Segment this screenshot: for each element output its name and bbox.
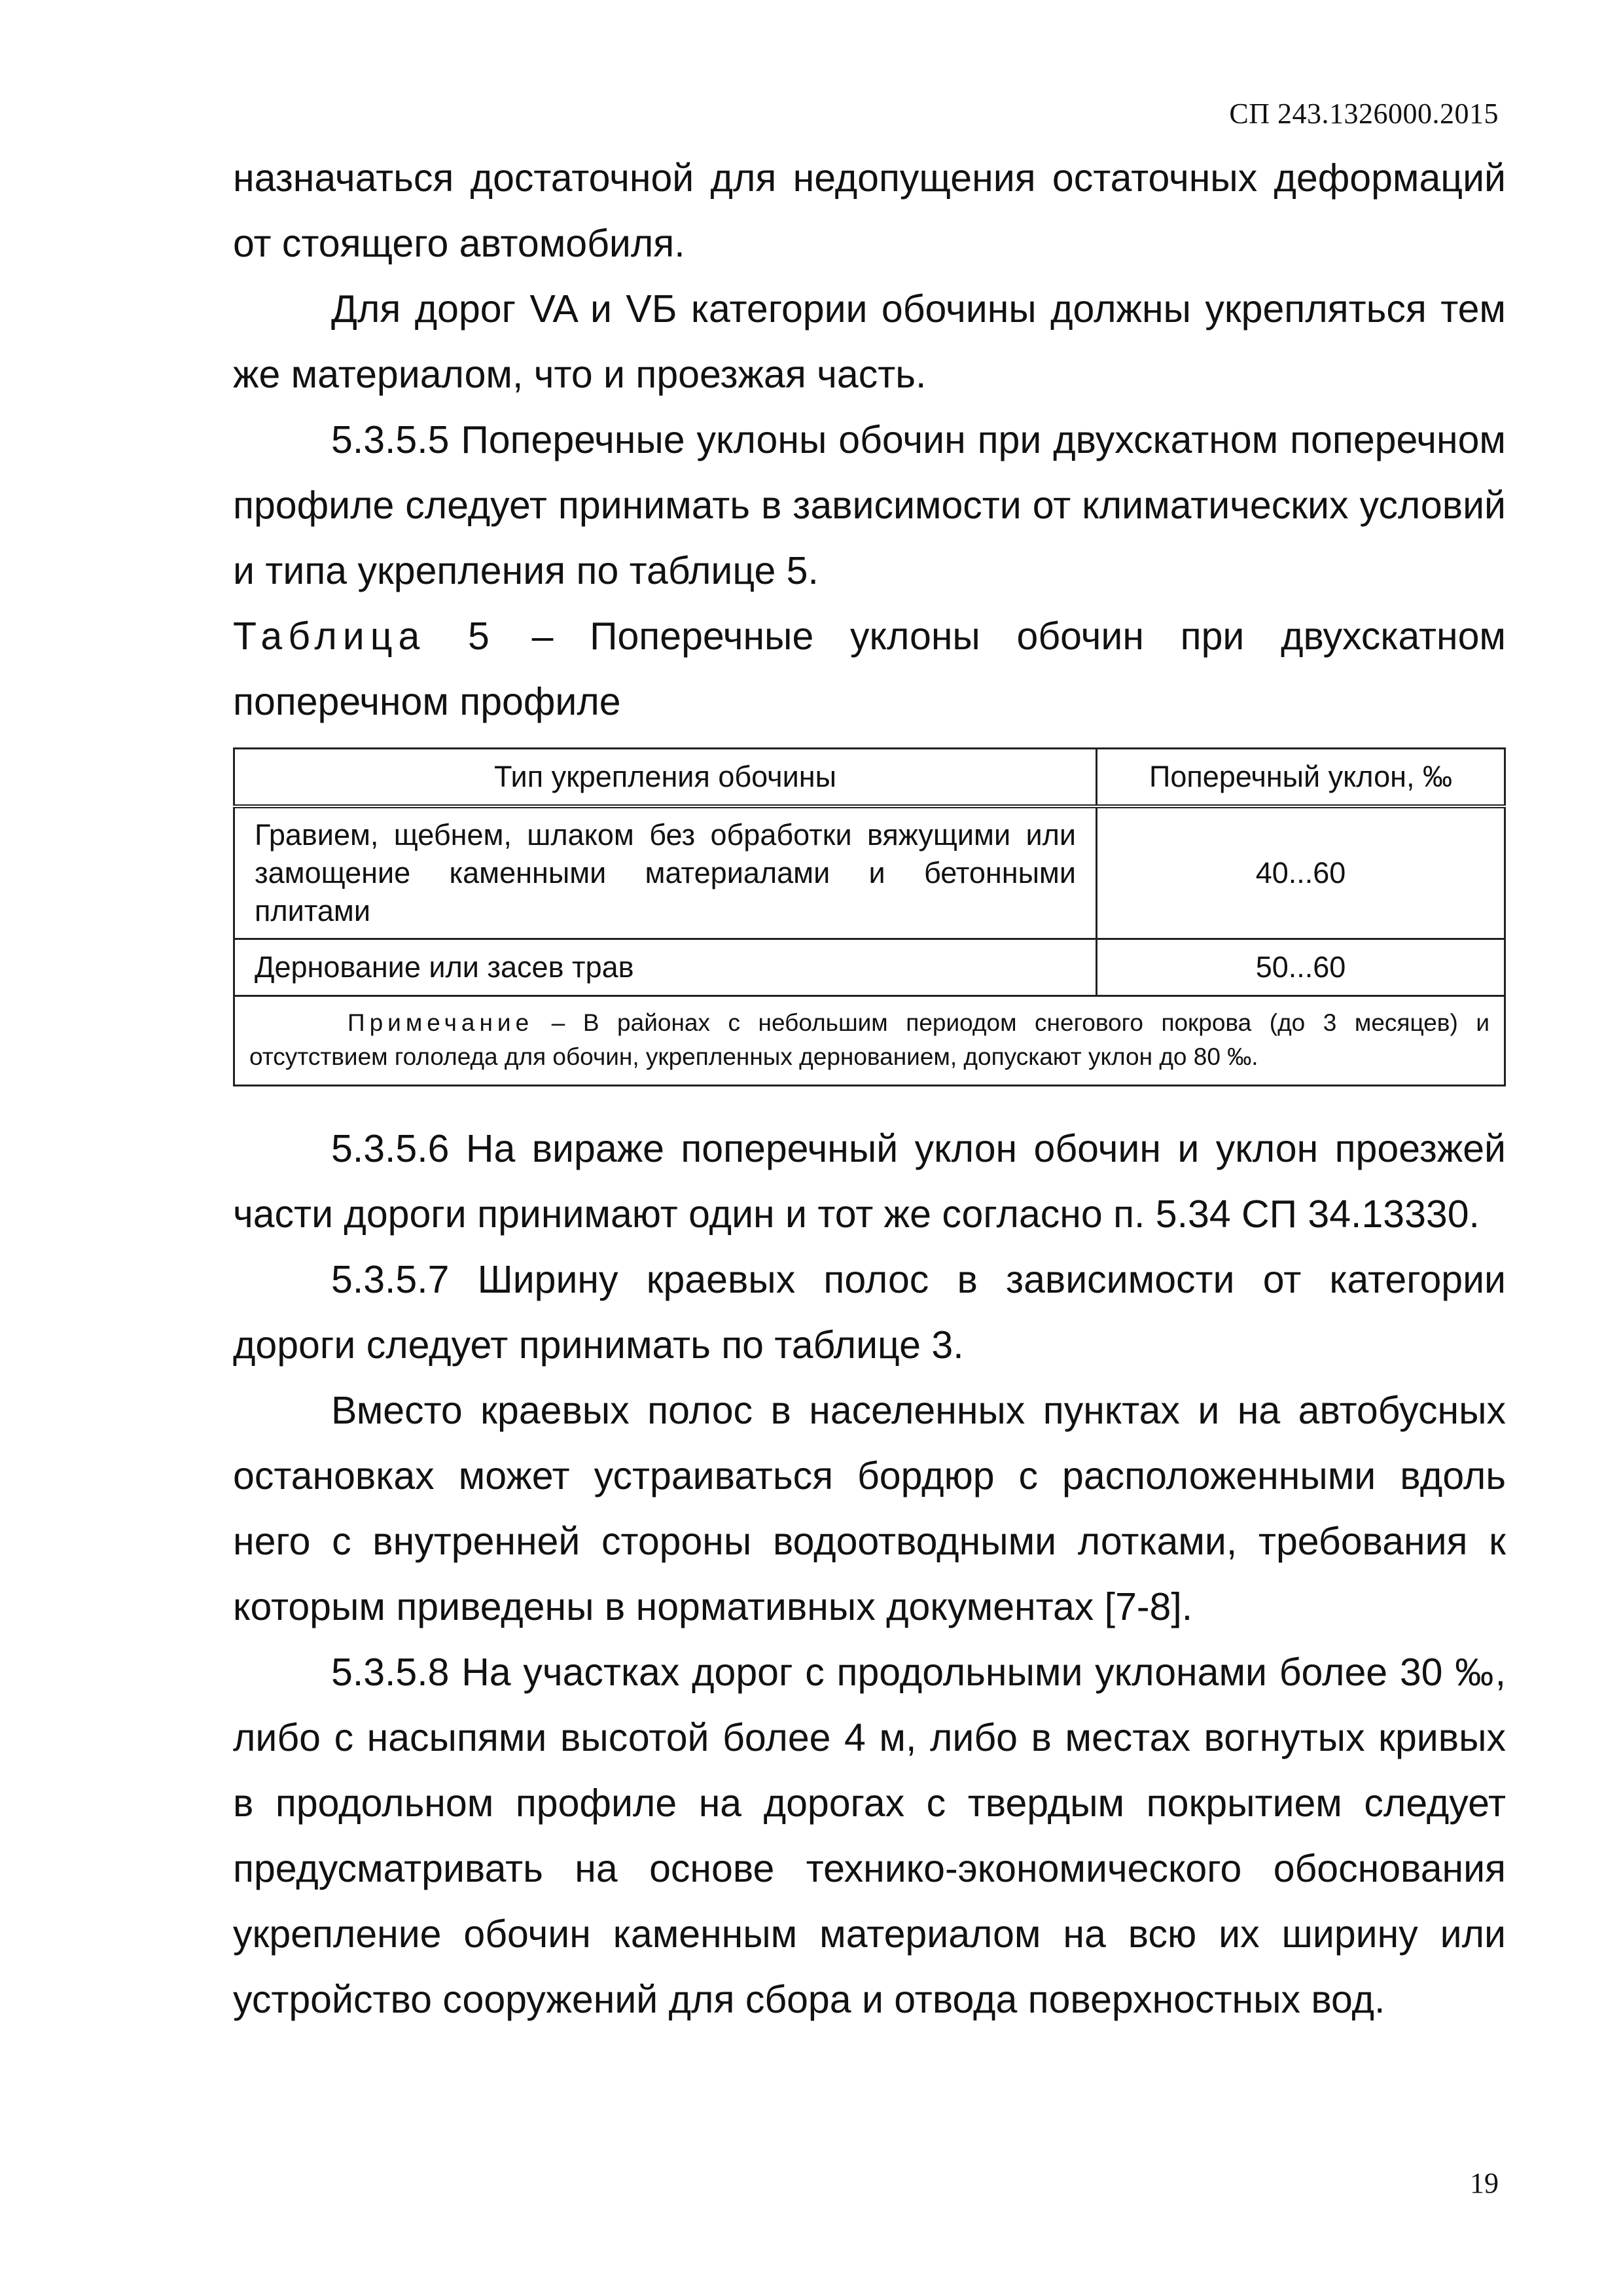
slopes-table (233, 747, 1506, 1086)
note-text: – В районах с небольшим периодом снегового покрова (до 3 месяцев) и отсутствием гололеда для обочин, укрепленных дернованием, допускают уклон до 80 ‰. (249, 1009, 1489, 1070)
table-row (234, 939, 1505, 996)
header-type: Тип укрепления обочины (234, 749, 1097, 807)
paragraph-5-3-5-8: 5.3.5.8 На участках дорог с продольными уклонами более 30 ‰, либо с насыпями высотой более 4 м, либо в местах вогнутых кривых в продольном профиле на дорогах с твердым покрытием следует предусматривать на основе технико-экономического обоснования укрепление обочин каменным материалом на всю их ширину или устройство сооружений для сбора и отвода поверхностных вод. (233, 1651, 1506, 2021)
paragraph-edge-strips: Вместо краевых полос в населенных пунктах и на автобусных остановках может устраиваться бордюр с расположенными вдоль него с внутренней стороны водоотводными лотками, требования к которым приведены в нормативных документах [7-8]. (233, 1389, 1506, 1628)
paragraph-5-3-5-6: 5.3.5.6 На вираже поперечный уклон обочин и уклон проезжей части дороги принимают один и тот же согласно п. 5.34 СП 34.13330. (233, 1127, 1506, 1236)
paragraph-5-3-5-7: 5.3.5.7 Ширину краевых полос в зависимости от категории дороги следует принимать по таблице 3. (233, 1258, 1506, 1367)
text-block-top (233, 145, 1506, 734)
table-caption-label: Таблица 5 (233, 615, 495, 658)
cell-slope: 50...60 (1097, 939, 1505, 996)
cell-type: Гравием, щебнем, шлаком без обработки вяжущими или замощение каменными материалами и бетонными плитами (234, 806, 1097, 939)
cell-slope: 40...60 (1097, 806, 1505, 939)
table-caption (233, 603, 1506, 734)
table-note-row (234, 996, 1505, 1086)
note-label: Примечание (348, 1009, 534, 1036)
page-number: 19 (1470, 2167, 1499, 2199)
table-note (234, 996, 1505, 1086)
paragraph-5-3-5-5: 5.3.5.5 Поперечные уклоны обочин при двухскатном поперечном профиле следует принимать в зависимости от климатических условий и типа укрепления по таблице 5. (233, 418, 1506, 592)
table-caption-text: – Поперечные уклоны обочин при двухскатном поперечном профиле (233, 615, 1506, 723)
table-row (234, 806, 1505, 939)
cell-type: Дернование или засев трав (234, 939, 1097, 996)
table-header-row (234, 749, 1505, 807)
paragraph-continuation: назначаться достаточной для недопущения остаточных деформаций от стоящего автомобиля. (233, 156, 1506, 265)
document-code: СП 243.1326000.2015 (1229, 98, 1499, 130)
paragraph-va-vb: Для дорог VA и VБ категории обочины должны укрепляться тем же материалом, что и проезжая часть. (233, 287, 1506, 396)
text-block-bottom (233, 1116, 1506, 2032)
header-slope: Поперечный уклон, ‰ (1097, 749, 1505, 807)
